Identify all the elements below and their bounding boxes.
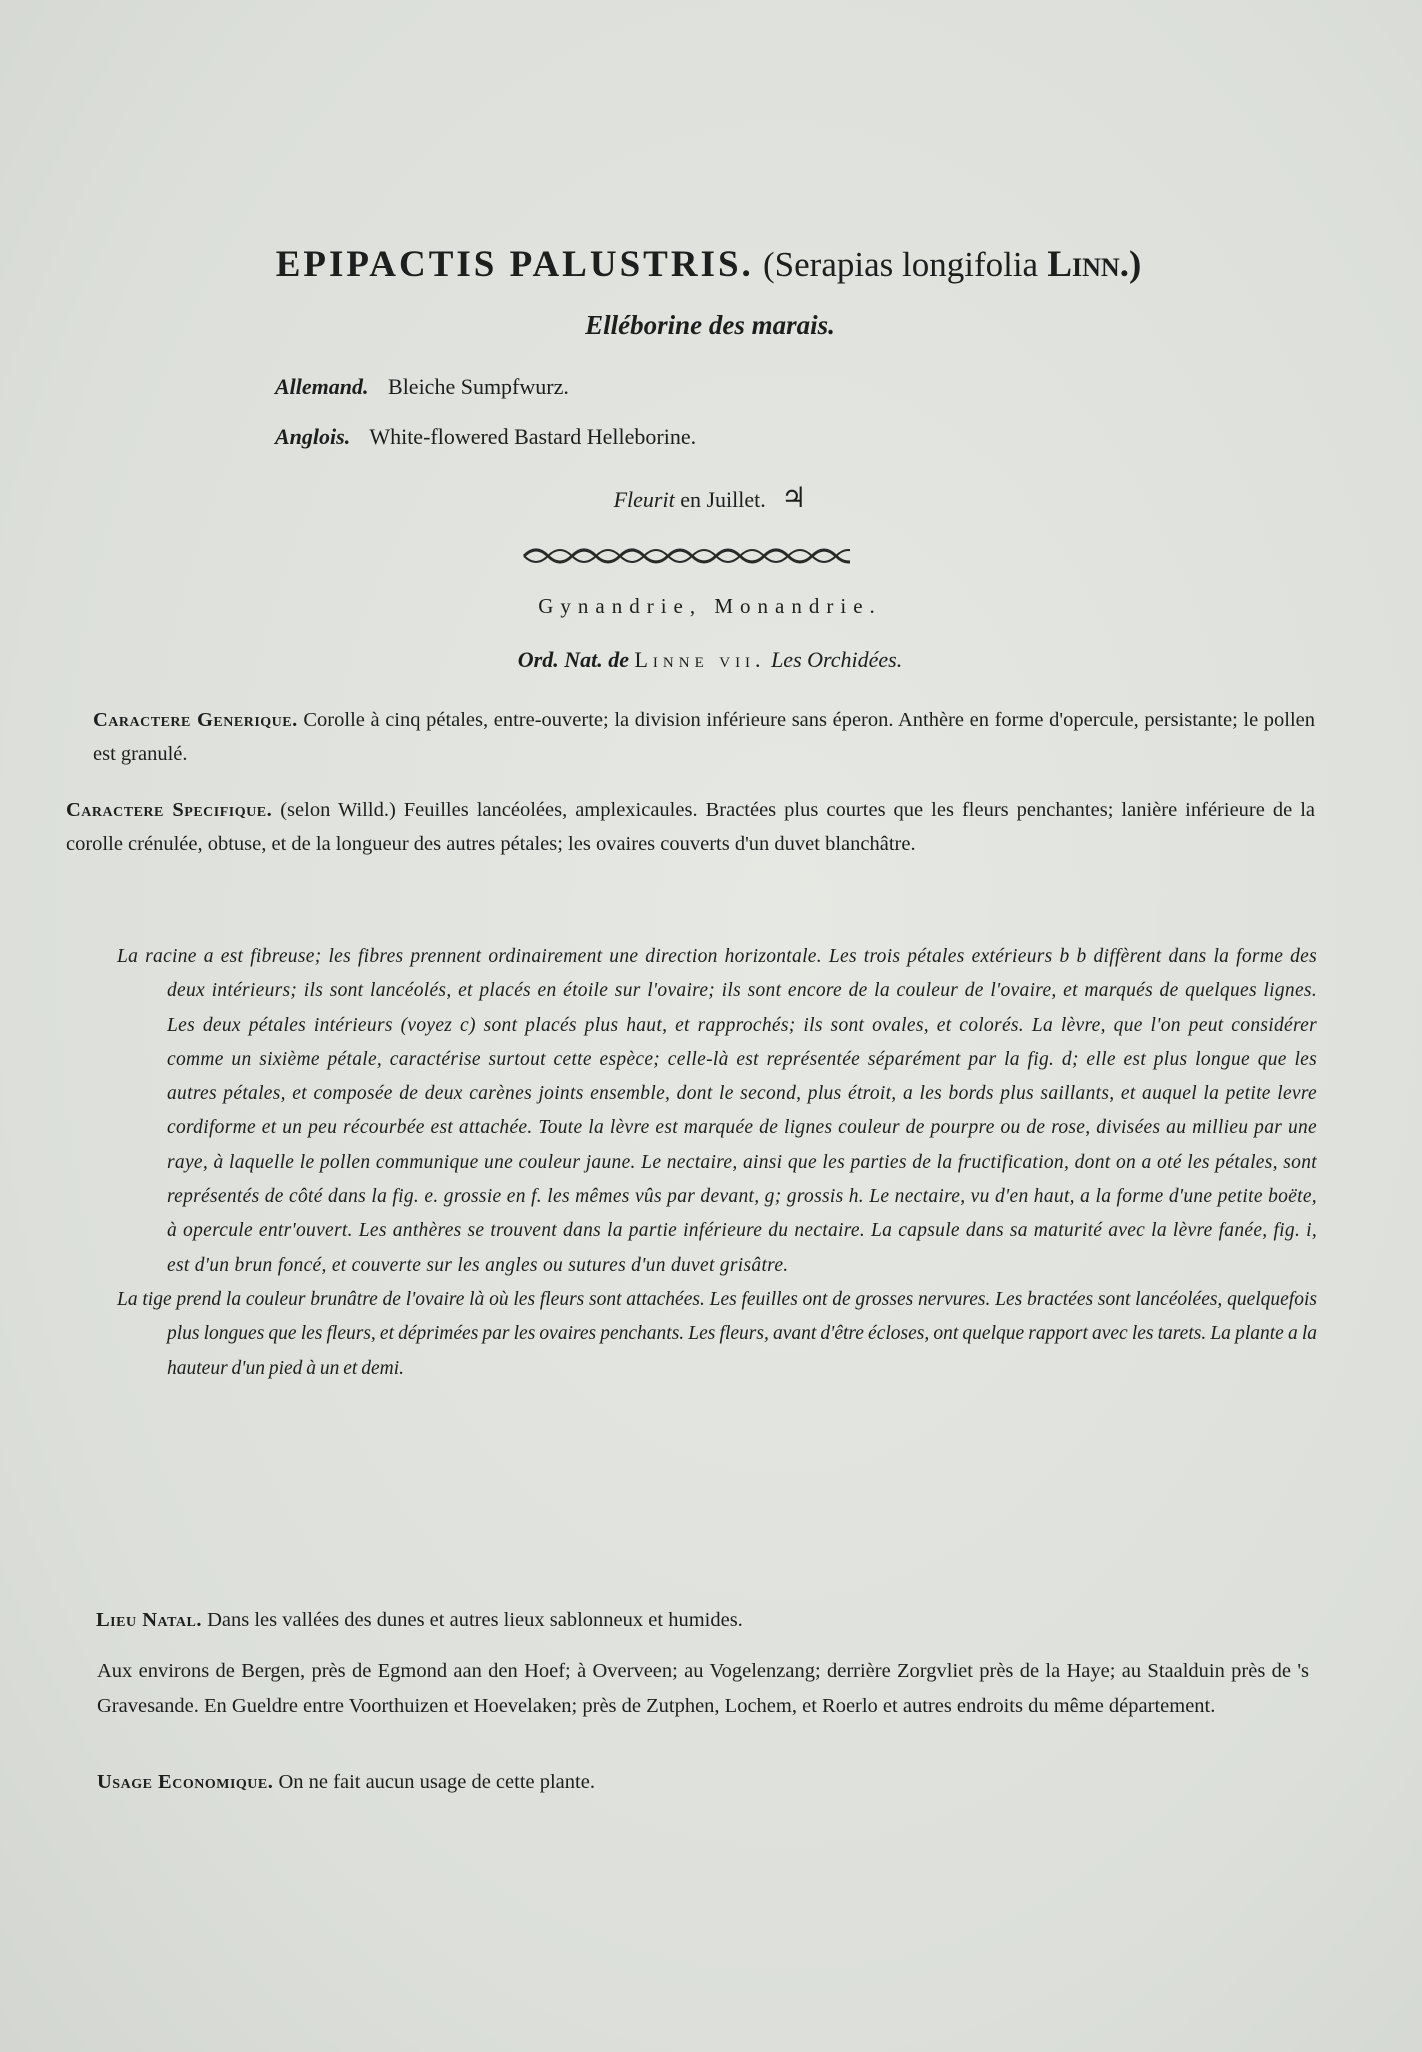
- description-paragraph: La racine a est fibreuse; les fibres prennent ordinairement une direction horizontale. Les trois pétales extérieurs b b diffèrent dans la forme des deux intérieurs; ils sont lancéolés, et placés en étoile sur l'ovaire; ils sont encore de la couleur de l'ovaire, et marqués de quelques lignes. Les deux pétales intérieurs (voyez c) sont placés plus haut, et rapprochés; ils sont ovales, et colorés. La lèvre, que l'on peut considérer comme un sixième pétale, caractérise surtout cette espèce; celle-là est représentée séparément par la fig. d; elle est plus longue que les autres pétales, et composée de deux carènes joints ensemble, dont le second, plus étroit, a les bords plus saillants, et auquel la petite levre cordiforme et un peu récourbée est attachée. Toute la lèvre est marquée de lignes couleur de pourpre ou de rose, divisées au millieu par une raye, à laquelle le pollen communique une couleur jaune. Le nectaire, ainsi que les parties de la fructification, dont on a oté les pétales, sont représentés de côté dans la fig. e. grossie en f. les mêmes vûs par devant, g; grossis h. Le nectaire, vu d'en haut, a la forme d'une petite boëte, à opercule entr'ouvert. Les anthères se trouvent dans la partie inférieure du nectaire. La capsule dans sa maturité avec la lèvre fanée, fig. i, est d'un brun foncé, et couverte sur les angles ou sutures d'un duvet grisâtre.: [117, 946, 1317, 1276]
- vernacular-german: [275, 374, 569, 400]
- generic-label: Caractere Generique.: [93, 709, 298, 731]
- vernacular-lang: Anglois.: [275, 424, 351, 449]
- vernacular-name: White-flowered Bastard Helleborine.: [369, 424, 697, 449]
- plant-description: [117, 940, 1317, 1386]
- flowering-line: [120, 481, 1300, 515]
- title-synonym: (Serapias longifolia: [763, 245, 1039, 284]
- title-author: Linn.: [1047, 244, 1129, 285]
- usage-label: Usage Economique.: [97, 1771, 274, 1793]
- classification-line: Gynandrie, Monandrie.: [538, 594, 882, 618]
- ornament-divider-icon: [520, 543, 850, 569]
- usage-text: On ne fait aucun usage de cette plante.: [278, 1771, 595, 1793]
- localities: Aux environs de Bergen, près de Egmond aan den Hoef; à Overveen; au Vogelenzang; derrière Zorgvliet près de la Haye; au Staalduin près de 's Gravesande. En Gueldre entre Voorthuizen et Hoevelaken; près de Zutphen, Lochem, et Roerlo et autres endroits du même département.: [97, 1660, 1309, 1717]
- perennial-symbol: ♃: [781, 483, 807, 514]
- page-title: [120, 242, 1300, 288]
- specific-text: (selon Willd.) Feuilles lancéolées, amplexicaules. Bractées plus courtes que les fleurs penchantes; lanière inférieure de la corolle crénulée, obtuse, et de la longueur des autres pétales; les ovaires couverts d'un duvet blanchâtre.: [66, 799, 1316, 855]
- economic-usage: [97, 1765, 1309, 1799]
- natural-order-line: [120, 647, 1300, 673]
- vernacular-lang: Allemand.: [275, 374, 369, 399]
- habitat-label: Lieu Natal.: [96, 1609, 202, 1631]
- habitat-text: Dans les vallées des dunes et autres lieux sablonneux et humides.: [207, 1609, 743, 1631]
- title-close: ): [1128, 244, 1145, 285]
- page-subtitle: Elléborine des marais.: [585, 310, 835, 340]
- title-main: EPIPACTIS PALUSTRIS.: [275, 244, 754, 285]
- order-author: Linne vii.: [634, 647, 766, 672]
- vernacular-name: Bleiche Sumpfwurz.: [388, 374, 569, 399]
- vernacular-english: [275, 424, 696, 450]
- generic-character: [93, 703, 1315, 771]
- flowering-text: en Juillet.: [680, 487, 766, 512]
- habitat-line: [96, 1603, 1316, 1637]
- generic-text: Corolle à cinq pétales, entre-ouverte; la division inférieure sans éperon. Anthère en forme d'opercule, persistante; le pollen est granulé.: [93, 709, 1316, 765]
- description-paragraph: La tige prend la couleur brunâtre de l'ovaire là où les fleurs sont attachées. Les feuilles ont de grosses nervures. Les bractées sont lancéolées, quelquefois plus longues que les fleurs, et déprimées par les ovaires penchants. Les fleurs, avant d'être écloses, ont quelque rapport avec les tarets. La plante a la hauteur d'un pied à un et demi.: [117, 1288, 1317, 1379]
- order-family: Les Orchidées.: [771, 647, 903, 672]
- specific-character: [66, 793, 1315, 861]
- specific-label: Caractere Specifique.: [66, 799, 273, 821]
- flowering-label: Fleurit: [613, 487, 675, 512]
- order-label: Ord. Nat. de: [517, 647, 629, 672]
